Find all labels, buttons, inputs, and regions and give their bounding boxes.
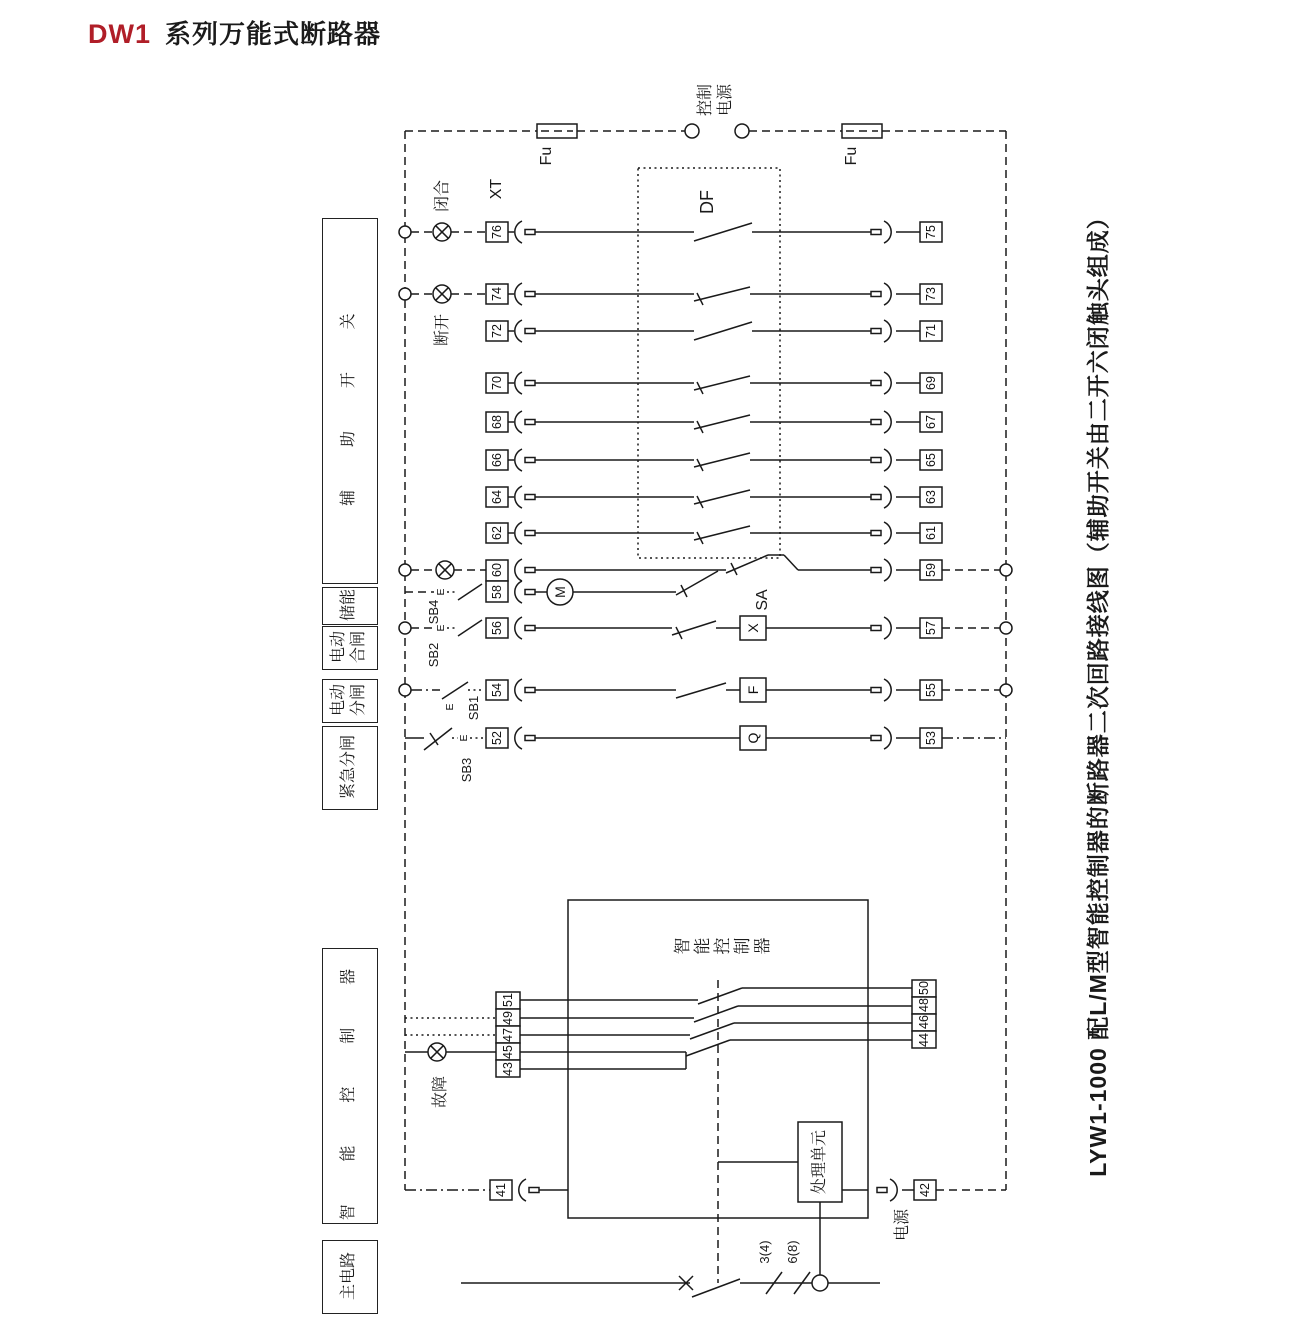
terminal-number: 63 [924, 490, 938, 504]
terminal-number: 76 [490, 225, 504, 239]
aux-row-72-71 [486, 320, 942, 342]
undervoltage-coil-letter: Q [745, 732, 761, 744]
aux-row-66-65 [486, 449, 942, 471]
aux-row-64-63 [486, 486, 942, 508]
terminal-number: 53 [924, 731, 938, 745]
fuse-right [842, 124, 882, 138]
terminal-strip-label: XT [488, 178, 505, 200]
series-name: 系列万能式断路器 [165, 19, 382, 49]
sb1-label: SB1 [466, 695, 481, 721]
terminal-number: 48 [917, 998, 931, 1012]
sb1-button-head: E [444, 703, 456, 711]
terminal-number: 74 [490, 287, 504, 301]
terminal-number: 50 [917, 981, 931, 995]
df-label: DF [697, 190, 717, 214]
main-terminal-arrow [880, 1271, 904, 1295]
terminal-number: 65 [924, 453, 938, 467]
terminal-number: 47 [501, 1028, 515, 1042]
terminal-number: 55 [924, 683, 938, 697]
control-power-label: 控制 电源 [697, 84, 734, 117]
terminal-number: 61 [924, 526, 938, 540]
aux-row-74-73 [399, 283, 942, 305]
controller-block [405, 900, 1006, 1283]
terminal-number: 43 [501, 1062, 515, 1076]
sidebox-energy-store-label: 储能 [340, 589, 357, 622]
opening-coil-letter: F [745, 685, 761, 695]
fault-lamp-icon [428, 1043, 446, 1061]
terminal-number: 69 [924, 376, 938, 390]
sa-label: SA [754, 589, 771, 611]
sidebox-controller-label: 智 能 控 制 器 [340, 949, 357, 1221]
aux-row-62-61 [486, 522, 942, 544]
terminal-number: 46 [917, 1015, 931, 1029]
sb3-label: SB3 [459, 757, 474, 783]
terminal-number: 42 [918, 1183, 932, 1197]
processing-unit-box [798, 1122, 842, 1202]
terminal-number: 68 [490, 415, 504, 429]
current-sensor-icon [812, 1275, 828, 1291]
sb2-button-head: E [435, 624, 447, 632]
terminal-number: 67 [924, 415, 938, 429]
sidebox-motor-close-label: 电动 合闸 [330, 631, 367, 664]
terminal-number: 52 [490, 731, 504, 745]
aux-row-68-67 [486, 411, 942, 433]
fuse-right-label: Fu [843, 146, 860, 166]
terminal-number: 60 [490, 563, 504, 577]
fuse-left [537, 124, 577, 138]
fault-lamp-label: 故障 [432, 1076, 449, 1109]
wire-count-2-label: 6(8) [785, 1240, 800, 1264]
sb2-label: SB2 [426, 642, 441, 668]
emergency-trip-row [405, 726, 1006, 750]
terminal-number: 73 [924, 287, 938, 301]
controller-inner-label: 智能控制器 [673, 938, 773, 958]
power-label: 电源 [894, 1209, 911, 1242]
aux-row-70-69 [486, 372, 942, 394]
closed-indicator-lamp-icon [433, 223, 451, 241]
terminal-number: 41 [494, 1183, 508, 1197]
wire-count-1-label: 3(4) [757, 1240, 772, 1264]
opening-coil-row [399, 678, 1012, 711]
sidebox-emergency-open-label: 紧急分闸 [340, 735, 357, 800]
terminal-number: 75 [924, 225, 938, 239]
terminal-number: 70 [490, 376, 504, 390]
terminal-number: 45 [501, 1045, 515, 1059]
closing-coil-row [399, 616, 1012, 640]
sb4-label: SB4 [426, 599, 441, 625]
main-terminal-arrow [437, 1271, 461, 1295]
terminal-number: 44 [917, 1033, 931, 1047]
series-model: DW1 [88, 19, 151, 49]
terminal-number: 62 [490, 526, 504, 540]
fuse-left-label: Fu [538, 146, 555, 166]
terminal-number: 56 [490, 621, 504, 635]
sidebox-aux-switch-label: 辅 助 开 关 [340, 294, 357, 506]
control-power-terminal [685, 124, 699, 138]
terminal-number: 64 [490, 490, 504, 504]
sb4-button-head: E [435, 588, 447, 596]
energy-store-lamp-icon [436, 561, 454, 579]
sidebox-main-circuit-label: 主电路 [340, 1252, 357, 1301]
terminal-number: 51 [501, 993, 515, 1007]
motor-circuit-row [399, 555, 1012, 605]
open-indicator-lamp-icon [433, 285, 451, 303]
sidebox-motor-open-label: 电动 分闸 [330, 684, 367, 717]
terminal-number: 57 [924, 621, 938, 635]
closing-coil-letter: X [745, 623, 761, 633]
terminal-number: 49 [501, 1011, 515, 1025]
open-lamp-label: 断开 [434, 314, 451, 347]
terminal-number: 58 [490, 585, 504, 599]
closed-lamp-label: 闭合 [434, 180, 451, 213]
sb3-button-head: E [458, 734, 470, 742]
terminal-number: 54 [490, 683, 504, 697]
terminal-number: 71 [924, 324, 938, 338]
aux-row-76-75 [399, 221, 942, 243]
motor-letter: M [552, 586, 568, 598]
processing-unit-label: 处理单元 [811, 1130, 828, 1195]
figure-caption: LYW1-1000 配L/M型智能控制器的断路器二次回路接线图（辅助开关由二开六闭触头组成） [1085, 205, 1111, 1177]
main-circuit [437, 1271, 904, 1297]
control-power-terminal [735, 124, 749, 138]
terminal-number: 72 [490, 324, 504, 338]
terminal-number: 66 [490, 453, 504, 467]
terminal-number: 59 [924, 563, 938, 577]
